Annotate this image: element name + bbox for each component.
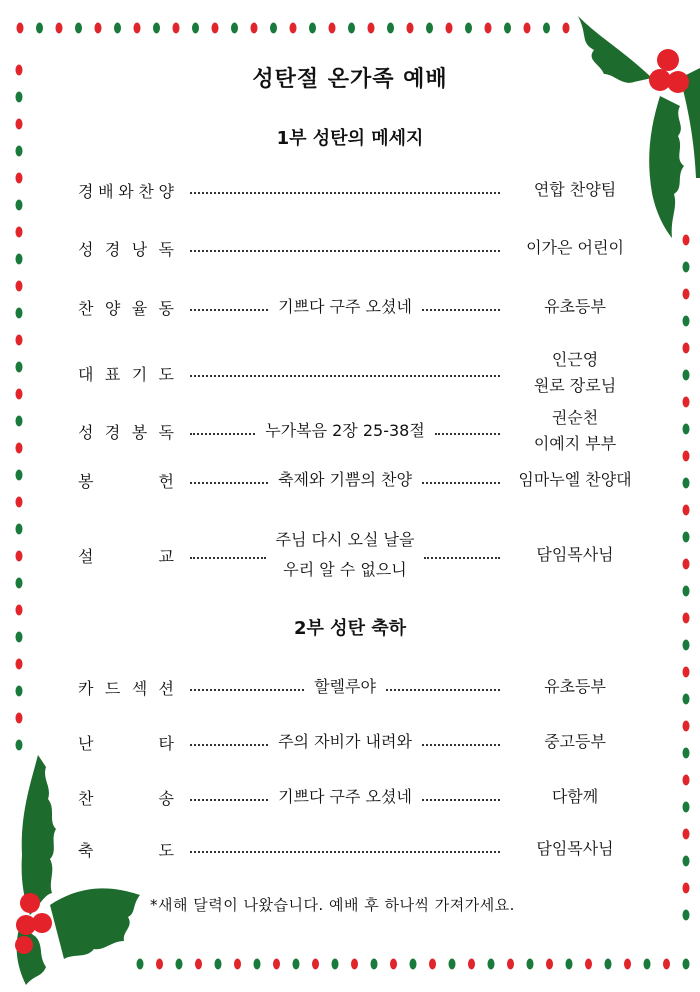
border-dot	[16, 686, 23, 697]
border-dot	[507, 959, 514, 970]
border-dot	[75, 23, 82, 34]
border-dot	[16, 227, 23, 238]
program-item-label	[78, 544, 174, 567]
border-dot	[16, 254, 23, 265]
border-dot	[446, 23, 453, 34]
border-dot	[348, 23, 355, 34]
border-dot	[173, 23, 180, 34]
program-row	[78, 405, 658, 457]
label-char: 설	[78, 546, 94, 566]
program-item-presenter	[500, 784, 650, 810]
program-item-presenter	[500, 177, 650, 203]
border-dot	[16, 713, 23, 724]
border-dot	[134, 23, 141, 34]
border-dot	[329, 23, 336, 34]
border-dot	[410, 959, 417, 970]
label-char: 타	[158, 733, 174, 753]
presenter-line: 담임목사님	[536, 839, 614, 858]
border-dot	[16, 308, 23, 319]
page-title: 성탄절 온가족 예배	[252, 67, 448, 92]
border-dot	[254, 959, 261, 970]
presenter-line: 인근영	[551, 350, 599, 369]
label-char: 섹	[131, 678, 148, 698]
label-char: 경	[104, 422, 121, 442]
border-dot	[605, 959, 612, 970]
label-char: 대	[78, 364, 94, 384]
program-row	[78, 465, 658, 495]
dotted-line	[422, 799, 500, 801]
label-char: 봉	[78, 471, 94, 491]
border-dot	[195, 959, 202, 970]
border-dot	[683, 343, 690, 354]
border-dot	[683, 748, 690, 759]
dotted-leader	[190, 782, 500, 812]
program-item-label	[78, 362, 174, 385]
title-line: 우리 알 수 없으니	[283, 560, 407, 579]
border-dot	[16, 92, 23, 103]
label-char: 독	[158, 239, 174, 259]
label-char: 양	[158, 181, 174, 201]
border-dot	[683, 424, 690, 435]
label-char: 봉	[131, 422, 148, 442]
border-dot	[16, 362, 23, 373]
border-dot	[683, 856, 690, 867]
border-dot	[17, 23, 24, 34]
border-dot	[426, 23, 433, 34]
dotted-line	[190, 799, 268, 801]
border-dot	[273, 959, 280, 970]
presenter-line: 이예지 부부	[533, 434, 617, 453]
border-dot	[465, 23, 472, 34]
border-dot	[332, 959, 339, 970]
dotted-leader	[190, 845, 500, 853]
border-dot	[114, 23, 121, 34]
program-item-presenter	[500, 836, 650, 862]
dotted-line	[190, 309, 268, 311]
presenter-line: 임마누엘 찬양대	[518, 470, 632, 489]
program-row	[78, 727, 658, 757]
program-item-presenter	[500, 674, 650, 700]
border-dot	[485, 23, 492, 34]
border-dot	[407, 23, 414, 34]
program-item-presenter	[500, 729, 650, 755]
dotted-line	[190, 851, 500, 853]
dotted-leader	[190, 672, 500, 702]
program-item-presenter	[500, 235, 650, 261]
program-item-label	[78, 237, 174, 260]
program-item-label	[78, 420, 174, 443]
part2-heading: 2부 성탄 축하	[294, 618, 406, 639]
dotted-leader	[190, 525, 500, 585]
border-dot	[176, 959, 183, 970]
border-dot	[270, 23, 277, 34]
border-dot	[683, 370, 690, 381]
label-char: 성	[78, 422, 94, 442]
dotted-line	[190, 250, 500, 252]
presenter-line: 다함께	[551, 787, 599, 806]
border-dot	[16, 416, 23, 427]
border-dot	[371, 959, 378, 970]
program-item-label	[78, 676, 174, 699]
border-dot	[231, 23, 238, 34]
border-dot	[16, 551, 23, 562]
border-dot	[644, 959, 651, 970]
program-item-presenter	[500, 405, 650, 457]
label-char: 경	[104, 239, 121, 259]
border-dot	[16, 470, 23, 481]
program-row	[78, 177, 658, 203]
program-item-title	[268, 292, 422, 322]
border-dot	[543, 23, 550, 34]
dotted-leader	[190, 244, 500, 252]
title-line: 할렐루야	[314, 677, 376, 696]
border-dot	[212, 23, 219, 34]
label-char: 드	[104, 678, 121, 698]
border-dot	[153, 23, 160, 34]
border-dot	[16, 200, 23, 211]
dotted-leader	[190, 727, 500, 757]
dotted-line	[190, 557, 266, 559]
dotted-line	[422, 309, 500, 311]
calendar-note: *새해 달력이 나왔습니다. 예배 후 하나씩 가져가세요.	[150, 896, 515, 914]
program-row	[78, 525, 658, 585]
title-line: 기쁘다 구주 오셨네	[278, 297, 412, 316]
dotted-line	[422, 482, 500, 484]
border-dot	[293, 959, 300, 970]
program-row	[78, 235, 658, 261]
border-dot	[16, 281, 23, 292]
label-char: 동	[158, 298, 174, 318]
presenter-line: 원로 장로님	[533, 376, 617, 395]
label-char: 성	[78, 239, 94, 259]
label-char: 송	[158, 788, 174, 808]
program-row	[78, 672, 658, 702]
border-dot	[504, 23, 511, 34]
label-char: 표	[104, 364, 121, 384]
label-char: 낭	[131, 239, 148, 259]
dotted-leader	[190, 292, 500, 322]
border-dot	[16, 659, 23, 670]
border-dot	[16, 578, 23, 589]
dotted-line	[190, 744, 268, 746]
program-item-title	[268, 782, 422, 812]
dotted-line	[190, 482, 268, 484]
program-row	[78, 347, 658, 399]
label-char: 축	[78, 840, 94, 860]
border-dot	[663, 959, 670, 970]
presenter-line: 권순천	[551, 408, 599, 427]
label-char: 도	[158, 364, 174, 384]
border-dot	[683, 505, 690, 516]
dotted-leader	[190, 465, 500, 495]
program-item-label	[78, 469, 174, 492]
border-dot	[192, 23, 199, 34]
border-dot	[16, 389, 23, 400]
program-item-presenter	[500, 294, 650, 320]
border-dot	[683, 910, 690, 921]
program-item-label	[78, 731, 174, 754]
border-dot	[683, 721, 690, 732]
border-dot	[683, 883, 690, 894]
border-dot	[368, 23, 375, 34]
border-dot	[429, 959, 436, 970]
border-dot	[290, 23, 297, 34]
border-dot	[683, 667, 690, 678]
presenter-line: 담임목사님	[536, 545, 614, 564]
dotted-line	[435, 433, 500, 435]
border-dot	[16, 497, 23, 508]
border-dot	[546, 959, 553, 970]
border-dot	[683, 559, 690, 570]
border-dot	[683, 802, 690, 813]
border-dot	[16, 335, 23, 346]
title-line: 주님 다시 오실 날을	[275, 530, 415, 549]
border-dot	[683, 640, 690, 651]
title-line: 주의 자비가 내려와	[278, 732, 412, 751]
border-dot	[624, 959, 631, 970]
border-dot	[468, 959, 475, 970]
dotted-line	[190, 375, 500, 377]
border-dot	[16, 740, 23, 751]
label-char: 션	[158, 678, 174, 698]
label-char: 도	[158, 840, 174, 860]
part1-heading: 1부 성탄의 메세지	[276, 128, 424, 149]
program-item-label	[78, 838, 174, 861]
border-dot	[683, 478, 690, 489]
program-row	[78, 782, 658, 812]
label-char: 교	[158, 546, 174, 566]
presenter-line: 연합 찬양팀	[533, 180, 617, 199]
border-dot	[449, 959, 456, 970]
border-dot	[215, 959, 222, 970]
border-dot	[683, 316, 690, 327]
label-char: 기	[131, 364, 148, 384]
program-row	[78, 292, 658, 322]
dotted-leader	[190, 369, 500, 377]
dotted-line	[190, 433, 255, 435]
border-dot	[312, 959, 319, 970]
border-dot	[524, 23, 531, 34]
label-char: 배	[98, 181, 114, 201]
label-char: 난	[78, 733, 94, 753]
border-dot	[585, 959, 592, 970]
program-row	[78, 836, 658, 862]
border-dot	[683, 775, 690, 786]
border-dot	[566, 959, 573, 970]
program-item-presenter	[500, 467, 650, 493]
presenter-line: 이가은 어린이	[526, 238, 624, 257]
border-dot	[488, 959, 495, 970]
program-item-presenter	[500, 347, 650, 399]
dotted-leader	[190, 416, 500, 446]
title-line: 기쁘다 구주 오셨네	[278, 787, 412, 806]
border-dot	[683, 397, 690, 408]
presenter-line: 유초등부	[544, 297, 606, 316]
presenter-line: 중고등부	[544, 732, 606, 751]
program-item-label	[78, 296, 174, 319]
label-char: 찬	[138, 181, 154, 201]
label-char: 찬	[78, 788, 94, 808]
dotted-line	[422, 744, 500, 746]
dotted-line	[386, 689, 500, 691]
program-item-title	[304, 672, 386, 702]
label-char: 카	[78, 678, 94, 698]
label-char: 독	[158, 422, 174, 442]
border-dot	[683, 694, 690, 705]
dotted-leader	[190, 186, 500, 194]
program-item-label	[78, 179, 174, 202]
border-dot	[56, 23, 63, 34]
border-dot	[683, 829, 690, 840]
label-char: 양	[104, 298, 121, 318]
title-line: 누가복음 2장 25-38절	[265, 421, 425, 440]
title-line: 축제와 기쁨의 찬양	[278, 470, 412, 489]
border-dot	[309, 23, 316, 34]
border-dot	[683, 262, 690, 273]
border-dot	[527, 959, 534, 970]
label-char: 와	[118, 181, 134, 201]
label-char: 경	[78, 181, 94, 201]
program-item-title	[268, 465, 422, 495]
border-dot	[36, 23, 43, 34]
dotted-line	[190, 192, 500, 194]
program-item-title	[266, 525, 425, 585]
border-dot	[683, 451, 690, 462]
border-dot	[683, 289, 690, 300]
border-dot	[387, 23, 394, 34]
dotted-line	[190, 689, 304, 691]
border-dot	[234, 959, 241, 970]
border-dot	[683, 586, 690, 597]
program-item-label	[78, 786, 174, 809]
border-dot	[390, 959, 397, 970]
border-dot	[683, 532, 690, 543]
border-dot	[95, 23, 102, 34]
program-item-presenter	[500, 542, 650, 568]
presenter-line: 유초등부	[544, 677, 606, 696]
program-item-title	[255, 416, 435, 446]
border-dot	[16, 173, 23, 184]
border-dot	[351, 959, 358, 970]
label-char: 율	[131, 298, 148, 318]
border-dot	[16, 443, 23, 454]
border-dot	[251, 23, 258, 34]
label-char: 헌	[158, 471, 174, 491]
border-dot	[683, 959, 690, 970]
program-item-title	[268, 727, 422, 757]
label-char: 찬	[78, 298, 94, 318]
border-dot	[16, 524, 23, 535]
dotted-line	[424, 557, 500, 559]
